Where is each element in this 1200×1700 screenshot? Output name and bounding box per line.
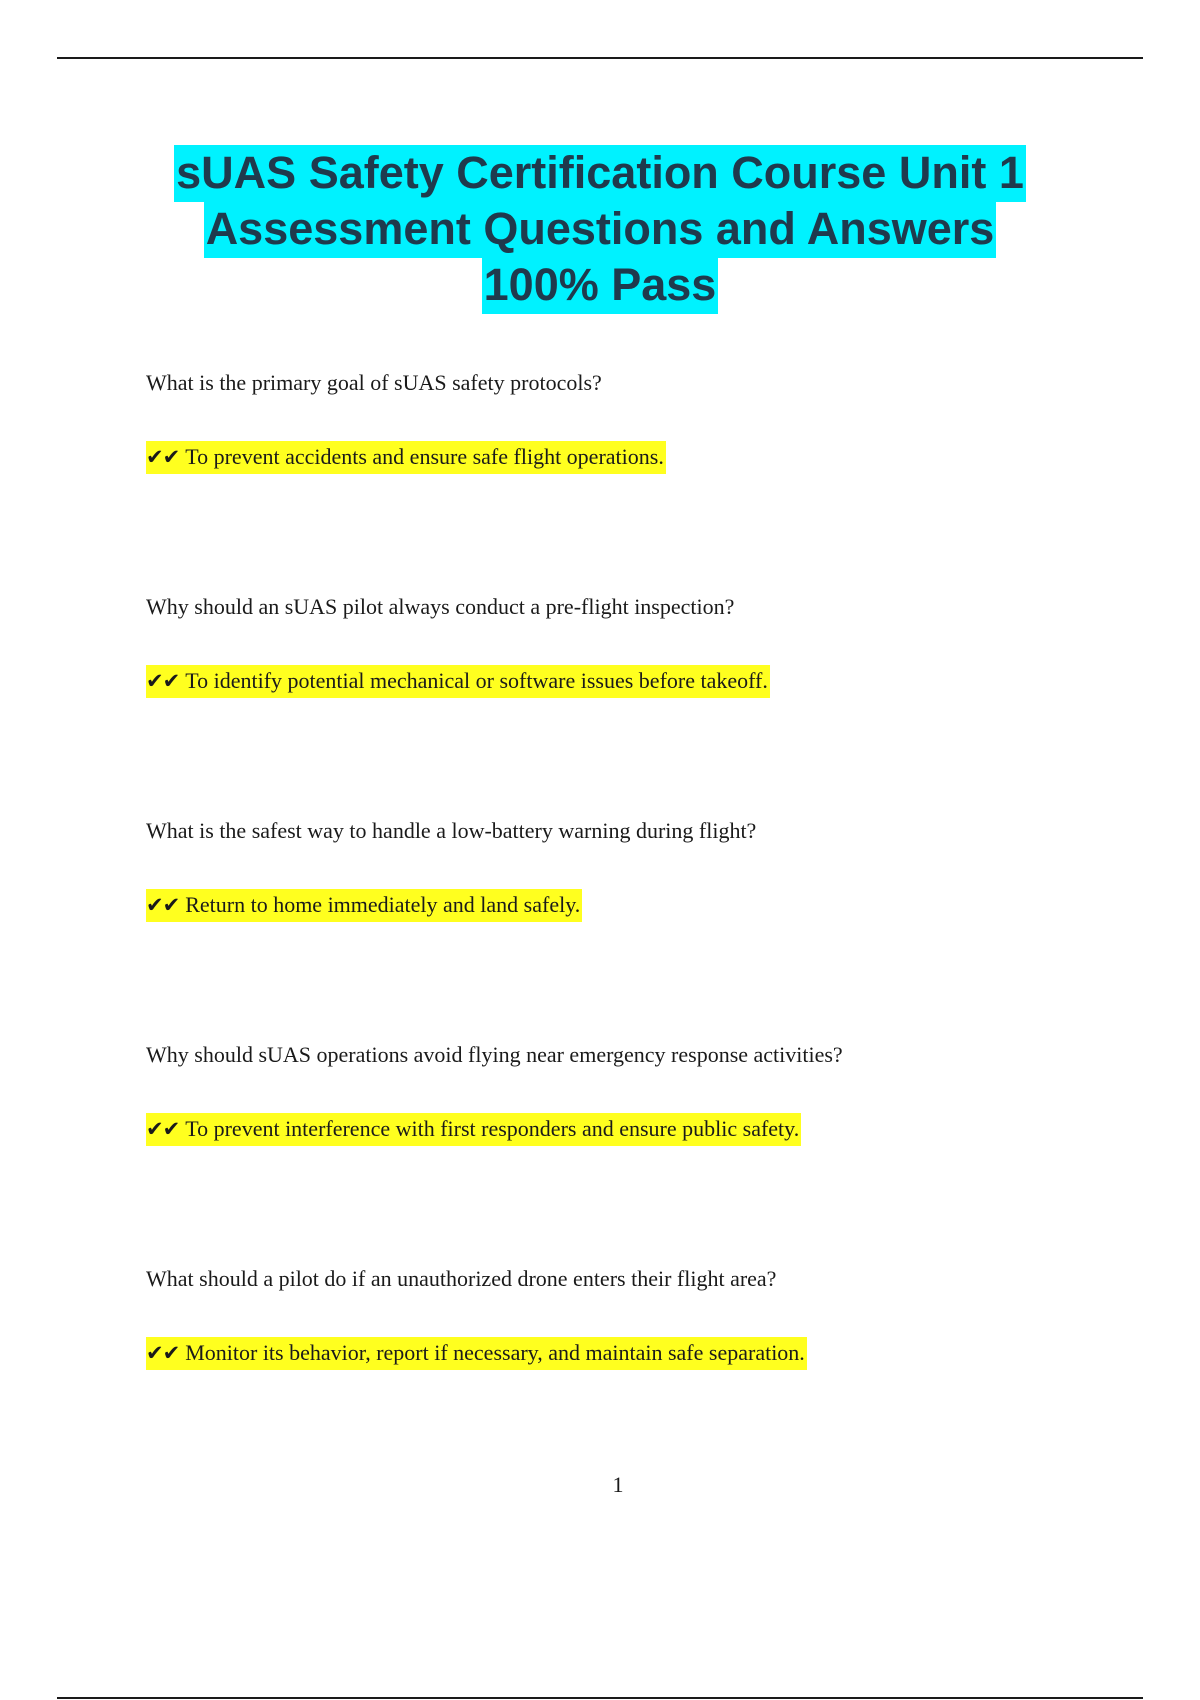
qa-item-5	[146, 1266, 1146, 1365]
double-check-icon: ✔✔	[146, 1341, 180, 1365]
title-line-2: Assessment Questions and Answers	[0, 201, 1200, 257]
double-check-icon: ✔✔	[146, 893, 180, 917]
answer-text: To prevent accidents and ensure safe flight operations.	[185, 444, 664, 469]
page-number: 1	[612, 1472, 624, 1497]
answer-line	[146, 444, 666, 470]
answer-highlight	[146, 665, 770, 698]
answer-text: Monitor its behavior, report if necessary, and maintain safe separation.	[185, 1340, 805, 1365]
answer-text: To identify potential mechanical or software issues before takeoff.	[185, 668, 768, 693]
question-text: What is the safest way to handle a low-battery warning during flight?	[146, 818, 757, 843]
double-check-icon: ✔✔	[146, 445, 180, 469]
answer-highlight	[146, 889, 582, 922]
bottom-rule	[57, 1697, 1143, 1699]
title-line-1: sUAS Safety Certification Course Unit 1	[0, 145, 1200, 201]
answer-line	[146, 668, 770, 694]
qa-item-3	[146, 818, 1146, 917]
answer-highlight	[146, 1113, 801, 1146]
answer-text: Return to home immediately and land safely.	[185, 892, 581, 917]
answer-line	[146, 1116, 801, 1142]
top-rule	[57, 57, 1143, 59]
answer-highlight	[146, 441, 666, 474]
question-text: Why should sUAS operations avoid flying near emergency response activities?	[146, 1042, 843, 1067]
double-check-icon: ✔✔	[146, 1117, 180, 1141]
qa-item-2	[146, 594, 1146, 693]
answer-line	[146, 892, 582, 918]
question-text: Why should an sUAS pilot always conduct a pre-flight inspection?	[146, 594, 735, 619]
answer-line	[146, 1340, 807, 1366]
qa-item-4	[146, 1042, 1146, 1141]
document-title	[0, 145, 1200, 313]
question-text: What should a pilot do if an unauthorized drone enters their flight area?	[146, 1266, 777, 1291]
answer-highlight	[146, 1337, 807, 1370]
qa-item-1	[146, 370, 1146, 469]
answer-text: To prevent interference with first responders and ensure public safety.	[185, 1116, 800, 1141]
title-line-3: 100% Pass	[0, 257, 1200, 313]
double-check-icon: ✔✔	[146, 669, 180, 693]
question-text: What is the primary goal of sUAS safety protocols?	[146, 370, 602, 395]
